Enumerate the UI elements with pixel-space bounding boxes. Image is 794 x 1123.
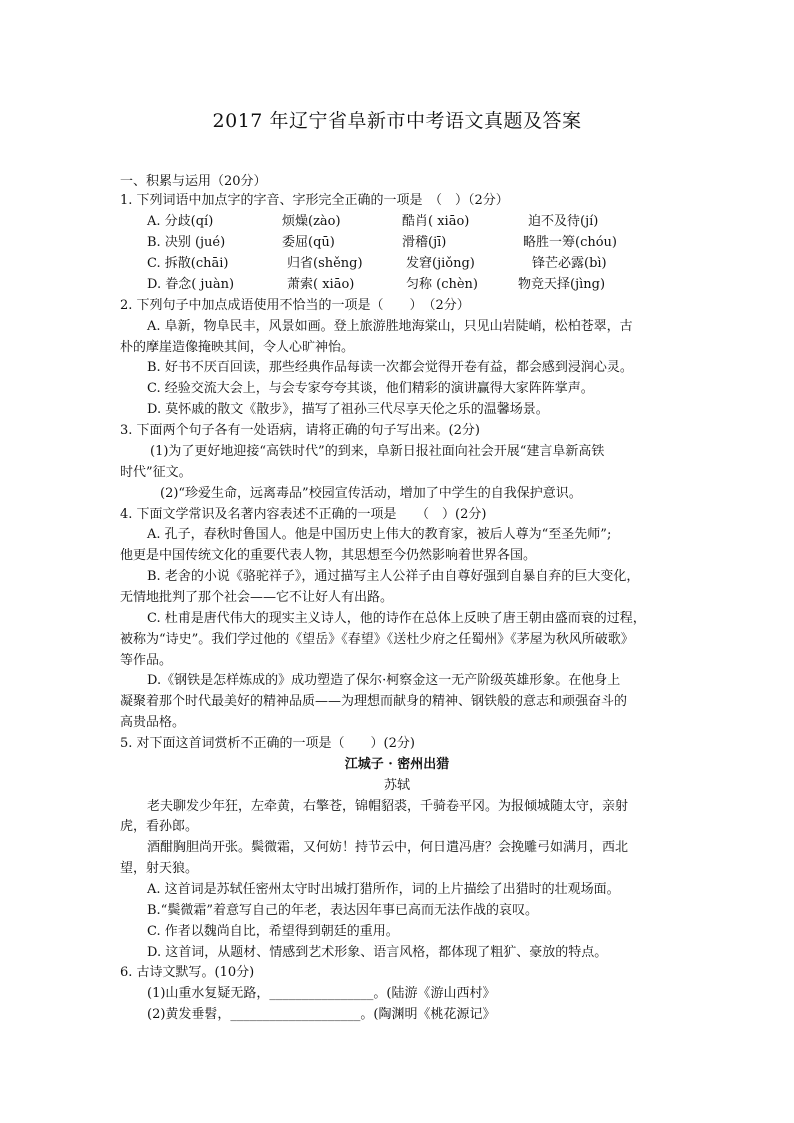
q1-option-a-3: 酷肖( xiāo): [402, 214, 470, 229]
q1-option-a-2: 烦燥(zào): [282, 214, 341, 229]
q3-line: (2)“珍爱生命，远离毒品”校园宣传活动，增加了中学生的自我保护意识。: [160, 486, 582, 501]
q4-line: 无情地批判了那个社会——它不让好人有出路。: [120, 590, 394, 605]
q4-line: 等作品。: [120, 653, 173, 668]
q2-line: A. 阜新，物阜民丰，风景如画。登上旅游胜地海棠山，只见山岩陡峭，松柏苍翠，古: [147, 319, 633, 334]
q6-blank-1: (1)山重水复疑无路，________________。(陆游《游山西村》: [147, 986, 496, 1001]
q1-option-b-1: B. 决别 (jué): [147, 235, 226, 250]
q1-option-b-2: 委屈(qū): [282, 235, 335, 250]
poem-line: 老夫聊发少年狂，左牵黄，右擎苍，锦帽貂裘，千骑卷平冈。为报倾城随太守，亲射: [147, 799, 629, 814]
poem-line: 望，射天狼。: [120, 861, 199, 876]
q1-option-a-1: A. 分歧(qí): [147, 214, 214, 229]
q1-option-c-4: 锋芒必露(bì): [532, 256, 607, 271]
q2-line: D. 莫怀戚的散文《散步》，描写了祖孙三代尽享天伦之乐的温馨场景。: [147, 402, 549, 417]
q1-option-d-4: 物竞天择(jìng): [518, 277, 606, 292]
q4-line: B. 老舍的小说《骆驼祥子》，通过描写主人公祥子由自尊好强到自暴自弃的巨大变化，: [147, 569, 640, 584]
q1-option-d-3: 匀称 (chèn): [406, 277, 478, 292]
q4-line: 高贵品格。: [120, 715, 186, 730]
question-5-stem: 5. 对下面这首词赏析不正确的一项是（ ）(2分): [120, 736, 415, 751]
q4-line: 被称为“诗史”。我们学过他的《望岳》《春望》《送杜少府之任蜀州》《茅屋为秋风所破歌》: [120, 632, 634, 647]
q4-line: C. 杜甫是唐代伟大的现实主义诗人，他的诗作在总体上反映了唐王朝由盛而衰的过程，: [147, 611, 646, 626]
q2-line: B. 好书不厌百回读，那些经典作品每读一次都会觉得开卷有益，都会感到浸润心灵。: [147, 360, 633, 375]
poem-author: 苏轼: [383, 778, 410, 793]
q1-option-a-4: 迫不及待(jí): [528, 214, 599, 229]
q1-option-d-1: D. 眷念( juàn): [147, 277, 235, 292]
q4-line: A. 孔子，春秋时鲁国人。他是中国历史上伟大的教育家，被后人尊为“至圣先师”;: [147, 527, 612, 542]
q1-option-c-1: C. 拆散(chāi): [147, 256, 229, 271]
poem-title: 江城子 · 密州出猎: [344, 757, 450, 772]
q2-line: 朴的摩崖造像掩映其间，令人心旷神怡。: [120, 340, 355, 355]
section-heading: 一、积累与运用（20分）: [120, 174, 267, 189]
q3-line: (1)为了更好地迎接“高铁时代”的到来，阜新日报社面向社会开展“建言阜新高铁: [150, 444, 605, 459]
q4-line: 他更是中国传统文化的重要代表人物，其思想至今仍然影响着世界各国。: [120, 548, 537, 563]
q3-line: 时代”征文。: [120, 465, 192, 480]
poem-line: 酒酣胸胆尚开张。鬓微霜，又何妨！持节云中，何日遣冯唐？会挽雕弓如满月，西北: [147, 840, 629, 855]
q5-option-c: C. 作者以魏尚自比，希望得到朝廷的重用。: [147, 924, 399, 939]
q5-option-d: D. 这首词，从题材、情感到艺术形象、语言风格，都体现了粗犷、豪放的特点。: [147, 945, 608, 960]
q5-option-a: A. 这首词是苏轼任密州太守时出城打猎所作，词的上片描绘了出猎时的壮观场面。: [147, 882, 620, 897]
question-6-stem: 6. 古诗文默写。(10分): [120, 965, 255, 980]
q1-option-b-3: 滑稽(jī): [402, 235, 447, 250]
q4-line: 凝聚着那个时代最美好的精神品质——为理想而献身的精神、钢铁般的意志和顽强奋斗的: [120, 694, 628, 709]
q2-line: C. 经验交流大会上，与会专家夸夸其谈，他们精彩的演讲赢得大家阵阵掌声。: [147, 381, 594, 396]
q1-option-c-3: 发窘(jiǒng): [406, 256, 475, 271]
question-3-stem: 3. 下面两个句子各有一处语病，请将正确的句子写出来。(2分): [120, 423, 480, 438]
q1-option-c-2: 归省(shěng): [287, 256, 363, 271]
poem-line: 虎，看孙郎。: [120, 819, 199, 834]
question-1-stem: 1. 下列词语中加点字的字音、字形完全正确的一项是 （ ）（2分）: [120, 193, 509, 208]
q6-blank-2: (2)黄发垂髫，____________________。(陶渊明《桃花源记》: [147, 1007, 496, 1022]
q1-option-b-4: 略胜一筹(chóu): [523, 235, 617, 250]
question-4-stem: 4. 下面文学常识及名著内容表述不正确的一项是 （ ）(2分): [120, 507, 487, 522]
question-2-stem: 2. 下列句子中加点成语使用不恰当的一项是（ ） （2分）: [120, 298, 470, 313]
document-title: 2017 年辽宁省阜新市中考语文真题及答案: [212, 110, 582, 132]
q5-option-b: B.“鬓微霜”着意写自己的年老，表达因年事已高而无法作战的哀叹。: [147, 903, 538, 918]
q4-line: D.《钢铁是怎样炼成的》成功塑造了保尔·柯察金这一无产阶级英雄形象。在他身上: [147, 673, 621, 688]
q1-option-d-2: 萧索( xiāo): [287, 277, 355, 292]
